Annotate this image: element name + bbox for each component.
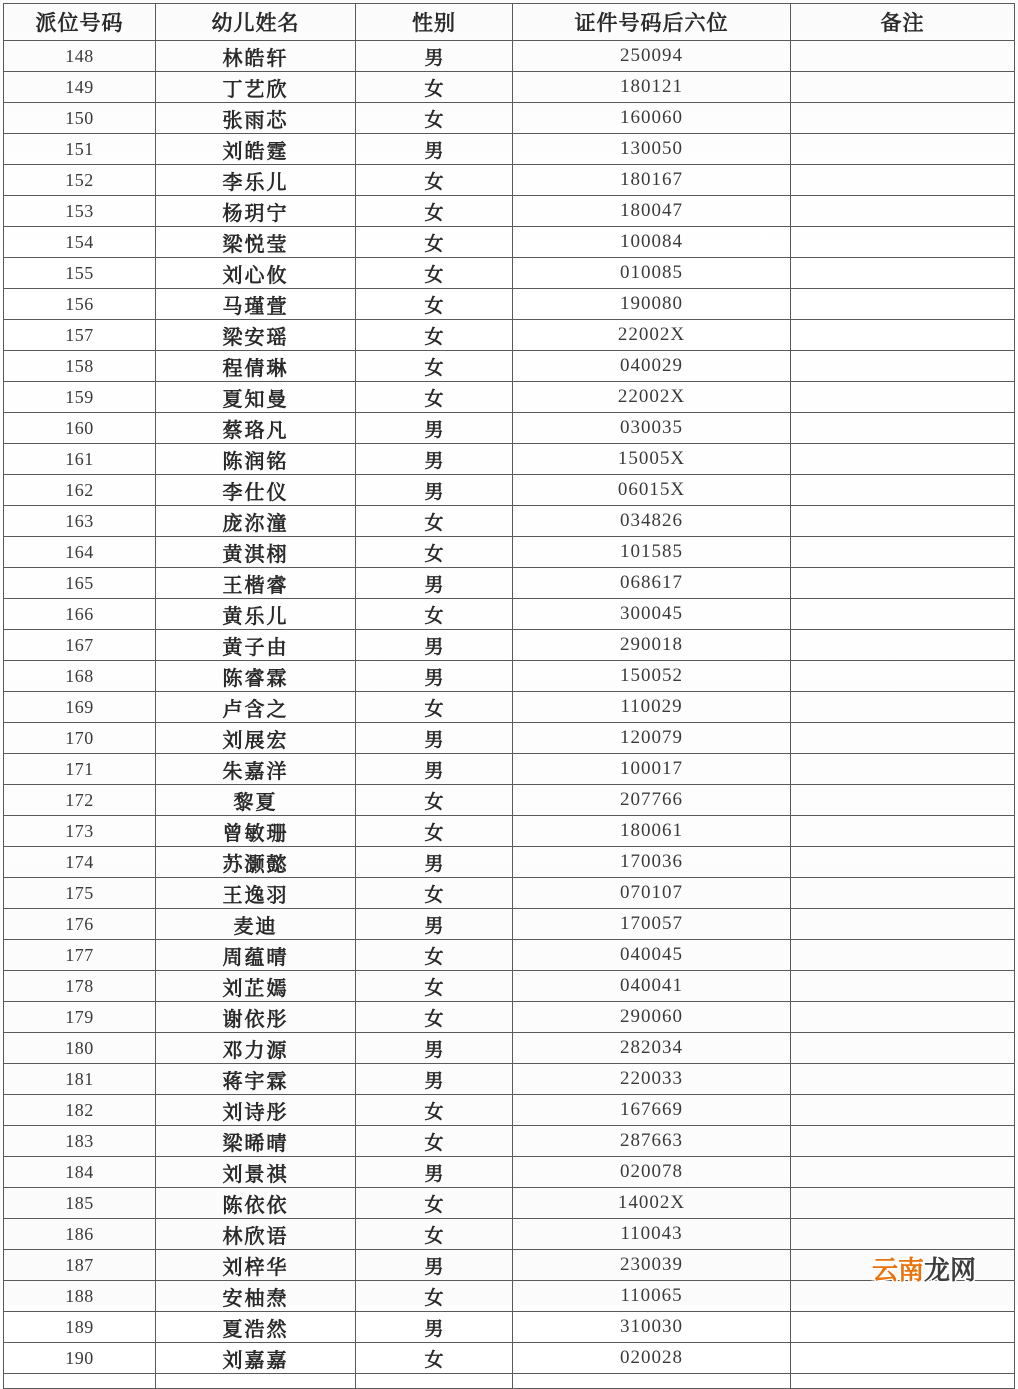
cell-id-last-six: 110029 [513,692,791,723]
table-row [4,1281,1015,1312]
cell-gender: 男 [356,723,513,754]
cell-placement-number: 184 [4,1157,156,1188]
cell-gender: 女 [356,971,513,1002]
cell-gender: 女 [356,103,513,134]
cell-id-last-six: 040029 [513,351,791,382]
table-row [4,1250,1015,1281]
cell-id-last-six: 180047 [513,196,791,227]
cell-remark [791,971,1015,1002]
cell-child-name: 黄乐儿 [156,599,356,630]
cell-id-last-six: 020078 [513,1157,791,1188]
cell-remark [791,661,1015,692]
cell-gender: 女 [356,878,513,909]
cell-placement-number: 161 [4,444,156,475]
cell-id-last-six: 070107 [513,878,791,909]
cell-placement-number: 168 [4,661,156,692]
cell-remark [791,878,1015,909]
cell-id-last-six: 15005X [513,444,791,475]
cell-gender: 男 [356,134,513,165]
cell-gender: 女 [356,940,513,971]
cell-id-last-six: 22002X [513,382,791,413]
cell-id-last-six: 300045 [513,599,791,630]
cell-child-name: 苏灏懿 [156,847,356,878]
cell-gender: 女 [356,816,513,847]
cell-gender: 男 [356,1312,513,1343]
cell-child-name: 陈依依 [156,1188,356,1219]
cell-remark [791,444,1015,475]
cell-id-last-six: 230039 [513,1250,791,1281]
table-row [4,909,1015,940]
cell-child-name: 李乐儿 [156,165,356,196]
cell-gender: 女 [356,537,513,568]
cell-id-last-six: 100017 [513,754,791,785]
cell-id-last-six: 310030 [513,1312,791,1343]
cell-remark [791,1002,1015,1033]
cell-child-name: 程倩琳 [156,351,356,382]
cell-id-last-six: 14002X [513,1188,791,1219]
cell-child-name: 谢依彤 [156,1002,356,1033]
cell-gender: 男 [356,444,513,475]
cell-placement-number: 155 [4,258,156,289]
cell-id-last-six: 110065 [513,1281,791,1312]
cell-id-last-six: 160060 [513,103,791,134]
cell-child-name: 刘景祺 [156,1157,356,1188]
cell-gender: 男 [356,661,513,692]
table-row [4,320,1015,351]
cell-gender: 男 [356,909,513,940]
cell-id-last-six: 180167 [513,165,791,196]
cell-gender: 女 [356,1002,513,1033]
cell-placement-number: 173 [4,816,156,847]
cell-gender: 男 [356,41,513,72]
cell-gender: 女 [356,1126,513,1157]
cell-remark [791,816,1015,847]
cell-gender: 男 [356,754,513,785]
cell-gender: 男 [356,413,513,444]
cell-placement-number: 178 [4,971,156,1002]
table-row [4,1219,1015,1250]
table-row [4,971,1015,1002]
cell-placement-number: 167 [4,630,156,661]
cell-placement-number: 149 [4,72,156,103]
cell-id-last-six: 282034 [513,1033,791,1064]
cell-child-name: 黎夏 [156,785,356,816]
cell-id-last-six: 22002X [513,320,791,351]
cell-placement-number: 166 [4,599,156,630]
table-row [4,568,1015,599]
cell-gender: 女 [356,258,513,289]
table-row [4,351,1015,382]
cell-placement-number: 175 [4,878,156,909]
cell-gender: 男 [356,1250,513,1281]
site-watermark [872,1258,976,1284]
table-row [4,196,1015,227]
table-row [4,661,1015,692]
cell-id-last-six: 120079 [513,723,791,754]
cell-gender: 女 [356,692,513,723]
cell-id-last-six: 220033 [513,1064,791,1095]
cell-child-name: 张雨芯 [156,103,356,134]
cell-child-name: 黄淇栩 [156,537,356,568]
cell-placement-number: 170 [4,723,156,754]
cell-gender: 女 [356,227,513,258]
cell-remark [791,41,1015,72]
cell-id-last-six: 180061 [513,816,791,847]
table-row [4,940,1015,971]
cell-gender: 女 [356,506,513,537]
table-row [4,413,1015,444]
cell-remark [791,506,1015,537]
cell-id-last-six: 290018 [513,630,791,661]
cell-placement-number: 189 [4,1312,156,1343]
table-row [4,1343,1015,1374]
cell-child-name: 蒋宇霖 [156,1064,356,1095]
table-row [4,72,1015,103]
cell-child-name: 刘心攸 [156,258,356,289]
cell-placement-number: 159 [4,382,156,413]
cell-id-last-six: 167669 [513,1095,791,1126]
table-row [4,258,1015,289]
cell-gender: 男 [356,1064,513,1095]
cell-placement-number: 187 [4,1250,156,1281]
cell-remark [791,599,1015,630]
table-row [4,537,1015,568]
cell-child-name: 林皓轩 [156,41,356,72]
cell-child-name: 安柚焘 [156,1281,356,1312]
cell-placement-number: 163 [4,506,156,537]
cell-placement-number: 186 [4,1219,156,1250]
column-header-remark: 备注 [791,4,1015,41]
table-row [4,692,1015,723]
table-row [4,1064,1015,1095]
cell-remark [791,165,1015,196]
column-header-id-last-six: 证件号码后六位 [513,4,791,41]
cell-placement-number: 185 [4,1188,156,1219]
cell-child-name: 刘芷嫣 [156,971,356,1002]
cell-gender: 女 [356,196,513,227]
table-row [4,41,1015,72]
cell-placement-number: 152 [4,165,156,196]
cell-remark [791,196,1015,227]
cell-child-name: 夏浩然 [156,1312,356,1343]
cell-id-last-six: 040041 [513,971,791,1002]
header-row [4,4,1015,41]
cell-id-last-six: 130050 [513,134,791,165]
cell-id-last-six: 180121 [513,72,791,103]
watermark-text-primary: 云南 [872,1256,925,1286]
cell-placement-number: 165 [4,568,156,599]
cell-remark [791,475,1015,506]
cell-gender: 女 [356,320,513,351]
cell-child-name: 梁晞晴 [156,1126,356,1157]
table-row [4,227,1015,258]
table-row [4,1095,1015,1126]
cell-child-name: 刘梓华 [156,1250,356,1281]
cell-child-name: 马瑾萱 [156,289,356,320]
cell-child-name: 朱嘉洋 [156,754,356,785]
cell-remark [791,630,1015,661]
cell-id-last-six: 290060 [513,1002,791,1033]
cell-remark [791,723,1015,754]
cell-id-last-six: 190080 [513,289,791,320]
cell-placement-number: 164 [4,537,156,568]
table-row [4,847,1015,878]
cell-remark [791,847,1015,878]
cell-child-name [156,1374,356,1389]
cell-id-last-six: 040045 [513,940,791,971]
cell-remark [791,1064,1015,1095]
cell-child-name: 夏知曼 [156,382,356,413]
cell-id-last-six: 150052 [513,661,791,692]
cell-gender: 女 [356,1095,513,1126]
cell-gender: 女 [356,351,513,382]
cell-placement-number: 157 [4,320,156,351]
table-row [4,878,1015,909]
cell-placement-number: 188 [4,1281,156,1312]
cell-child-name: 麦迪 [156,909,356,940]
cell-child-name: 陈睿霖 [156,661,356,692]
cell-child-name: 林欣语 [156,1219,356,1250]
cell-gender: 男 [356,630,513,661]
cell-id-last-six: 030035 [513,413,791,444]
cell-child-name: 邓力源 [156,1033,356,1064]
cell-remark [791,1219,1015,1250]
cell-gender: 女 [356,785,513,816]
table-row [4,754,1015,785]
table-row-partial [4,1374,1015,1389]
cell-gender: 男 [356,475,513,506]
table-row [4,630,1015,661]
table-row [4,165,1015,196]
column-header-child-name: 幼儿姓名 [156,4,356,41]
table-row [4,103,1015,134]
table-row [4,599,1015,630]
cell-id-last-six: 170057 [513,909,791,940]
cell-gender: 女 [356,165,513,196]
cell-remark [791,289,1015,320]
cell-remark [791,1033,1015,1064]
cell-id-last-six: 020028 [513,1343,791,1374]
table-row [4,1312,1015,1343]
cell-remark [791,1095,1015,1126]
cell-placement-number: 183 [4,1126,156,1157]
cell-gender: 女 [356,1343,513,1374]
cell-placement-number: 172 [4,785,156,816]
cell-placement-number: 160 [4,413,156,444]
watermark-text-secondary: 龙网 [924,1256,977,1286]
cell-remark [791,1126,1015,1157]
cell-remark [791,1343,1015,1374]
cell-placement-number: 181 [4,1064,156,1095]
cell-remark [791,413,1015,444]
cell-placement-number: 162 [4,475,156,506]
cell-gender: 女 [356,1219,513,1250]
cell-gender: 女 [356,72,513,103]
cell-id-last-six: 06015X [513,475,791,506]
cell-placement-number: 174 [4,847,156,878]
cell-remark [791,320,1015,351]
cell-gender: 男 [356,568,513,599]
cell-id-last-six: 287663 [513,1126,791,1157]
table-row [4,382,1015,413]
cell-placement-number: 148 [4,41,156,72]
cell-remark [791,134,1015,165]
cell-placement-number [4,1374,156,1389]
cell-child-name: 梁悦莹 [156,227,356,258]
cell-remark [791,537,1015,568]
cell-placement-number: 169 [4,692,156,723]
cell-placement-number: 176 [4,909,156,940]
cell-child-name: 庞沵潼 [156,506,356,537]
cell-gender: 女 [356,599,513,630]
table-row [4,723,1015,754]
table-header [4,4,1015,41]
cell-placement-number: 150 [4,103,156,134]
cell-child-name: 王楷睿 [156,568,356,599]
table-row [4,785,1015,816]
cell-child-name: 梁安瑶 [156,320,356,351]
cell-remark [791,351,1015,382]
cell-remark [791,692,1015,723]
cell-child-name: 蔡珞凡 [156,413,356,444]
cell-remark [791,1188,1015,1219]
cell-id-last-six: 110043 [513,1219,791,1250]
cell-placement-number: 153 [4,196,156,227]
cell-child-name: 周蕴晴 [156,940,356,971]
cell-placement-number: 151 [4,134,156,165]
cell-id-last-six: 010085 [513,258,791,289]
table-row [4,506,1015,537]
cell-gender: 男 [356,847,513,878]
cell-gender [356,1374,513,1389]
cell-child-name: 陈润铭 [156,444,356,475]
table-row [4,1002,1015,1033]
table-row [4,475,1015,506]
cell-id-last-six: 101585 [513,537,791,568]
cell-remark [791,1312,1015,1343]
table-row [4,1188,1015,1219]
cell-remark [791,227,1015,258]
cell-child-name: 丁艺欣 [156,72,356,103]
cell-child-name: 刘皓霆 [156,134,356,165]
cell-placement-number: 179 [4,1002,156,1033]
roster-table [3,3,1015,1389]
cell-id-last-six [513,1374,791,1389]
cell-gender: 女 [356,289,513,320]
cell-id-last-six: 068617 [513,568,791,599]
cell-child-name: 杨玥宁 [156,196,356,227]
cell-id-last-six: 100084 [513,227,791,258]
table-row [4,289,1015,320]
cell-remark [791,1157,1015,1188]
cell-id-last-six: 170036 [513,847,791,878]
cell-id-last-six: 207766 [513,785,791,816]
column-header-placement-number: 派位号码 [4,4,156,41]
cell-remark [791,909,1015,940]
cell-placement-number: 158 [4,351,156,382]
cell-placement-number: 177 [4,940,156,971]
table-body [4,41,1015,1389]
cell-remark [791,1374,1015,1389]
cell-remark [791,258,1015,289]
cell-remark [791,754,1015,785]
table-row [4,1157,1015,1188]
cell-child-name: 刘诗彤 [156,1095,356,1126]
cell-remark [791,103,1015,134]
cell-child-name: 卢含之 [156,692,356,723]
cell-placement-number: 182 [4,1095,156,1126]
cell-gender: 女 [356,382,513,413]
cell-child-name: 曾敏珊 [156,816,356,847]
cell-gender: 男 [356,1157,513,1188]
cell-remark [791,785,1015,816]
cell-placement-number: 180 [4,1033,156,1064]
cell-placement-number: 190 [4,1343,156,1374]
cell-remark [791,940,1015,971]
cell-child-name: 王逸羽 [156,878,356,909]
cell-child-name: 刘嘉嘉 [156,1343,356,1374]
cell-id-last-six: 034826 [513,506,791,537]
cell-gender: 女 [356,1188,513,1219]
cell-remark [791,568,1015,599]
cell-remark [791,382,1015,413]
table-row [4,444,1015,475]
cell-placement-number: 154 [4,227,156,258]
column-header-gender: 性别 [356,4,513,41]
table-row [4,1126,1015,1157]
cell-child-name: 黄子由 [156,630,356,661]
table-row [4,134,1015,165]
cell-child-name: 李仕仪 [156,475,356,506]
cell-remark [791,72,1015,103]
cell-child-name: 刘展宏 [156,723,356,754]
cell-placement-number: 156 [4,289,156,320]
cell-placement-number: 171 [4,754,156,785]
table-row [4,1033,1015,1064]
cell-gender: 女 [356,1281,513,1312]
cell-gender: 男 [356,1033,513,1064]
cell-id-last-six: 250094 [513,41,791,72]
table-row [4,816,1015,847]
